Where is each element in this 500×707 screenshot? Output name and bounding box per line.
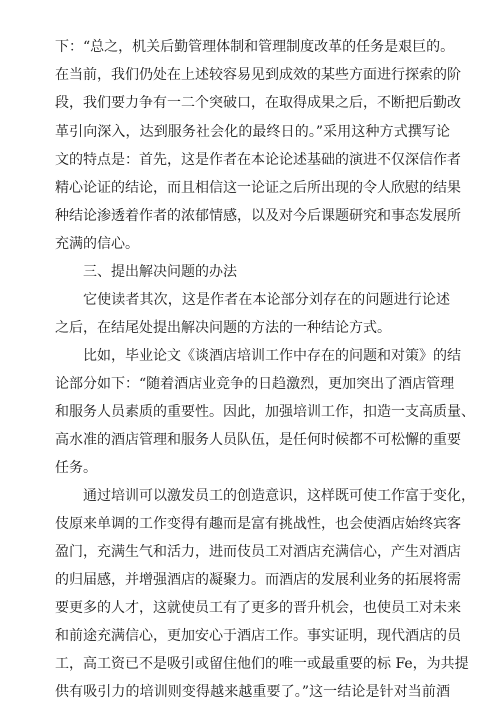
text-line: 要更多的人才，这就使员工有了更多的晋升机会，也使员工对未来 <box>55 600 461 616</box>
text-line: 段，我们要力争有一二个突破口，在取得成果之后，不断把后勤改 <box>55 95 461 111</box>
text-line: 比如，毕业论文《谈酒店培训工作中存在的问题和对策》的结 <box>83 348 461 364</box>
text-line: 和服务人员素质的重要性。因此，加强培训工作，扣造一支高质量、 <box>55 404 475 420</box>
text-line: 在当前，我们仍处在上述较容易见到成效的某些方面进行探索的阶 <box>55 67 461 83</box>
text-line: 论部分如下：“随着酒店业竞争的日趋激烈，更加突出了酒店管理 <box>55 376 455 392</box>
text-line: 高水准的酒店管理和服务人员队伍，是任何时候都不可松懈的重要 <box>55 432 461 448</box>
text-line: 革引向深入，达到服务社会化的最终日的。”采用这种方式撰写论 <box>55 124 450 140</box>
text-line: 盈门，充满生气和活力，进而伎员工对酒店充满信心，产生对酒店 <box>55 544 461 560</box>
text-line: 之后，在结尾处提出解决问题的方法的一种结论方式。 <box>55 320 391 336</box>
text-line: 文的特点是：首先，这是作者在本论论述基础的演进不仅深信作者 <box>55 152 461 168</box>
text-line: 的归届感，并增强酒店的凝聚力。而酒店的发展利业务的拓展将需 <box>55 572 461 588</box>
section-heading: 三、提出解决问题的办法 <box>83 264 237 280</box>
text-line: 工，高工资已不是吸引或留住他们的唯一或最重要的标 Fe，为共提 <box>55 656 469 672</box>
text-line: 充满的信心。 <box>55 236 139 252</box>
text-line: 任务。 <box>55 460 97 476</box>
text-line: 伎原来单调的工作变得有趣而是富有挑战性，也会使酒店始终宾客 <box>55 516 461 532</box>
text-line: 和前途充满信心，更加安心于酒店工作。事实证明，现代酒店的员 <box>55 628 461 644</box>
text-line: 下：“总之，机关后勤管理体制和管理制度改革的任务是艰巨的。 <box>55 39 455 55</box>
text-line: 精心论证的结论，而且相信这一论证之后所出现的令人欣慰的结果 <box>55 180 461 196</box>
text-line: 供有吸引力的培训则变得越来越重要了。”这一结论是针对当前酒 <box>55 684 450 700</box>
text-line: 它使读者其次，这是作者在本论部分刘存在的问题进行论述 <box>83 292 450 308</box>
text-line: 通过培训可以激发员工的创造意识，这样既可使工作富于变化， <box>83 488 475 504</box>
text-line: 种结论渗透着作者的浓郁情感，以及对今后课题研究和事态发展所 <box>55 208 461 224</box>
